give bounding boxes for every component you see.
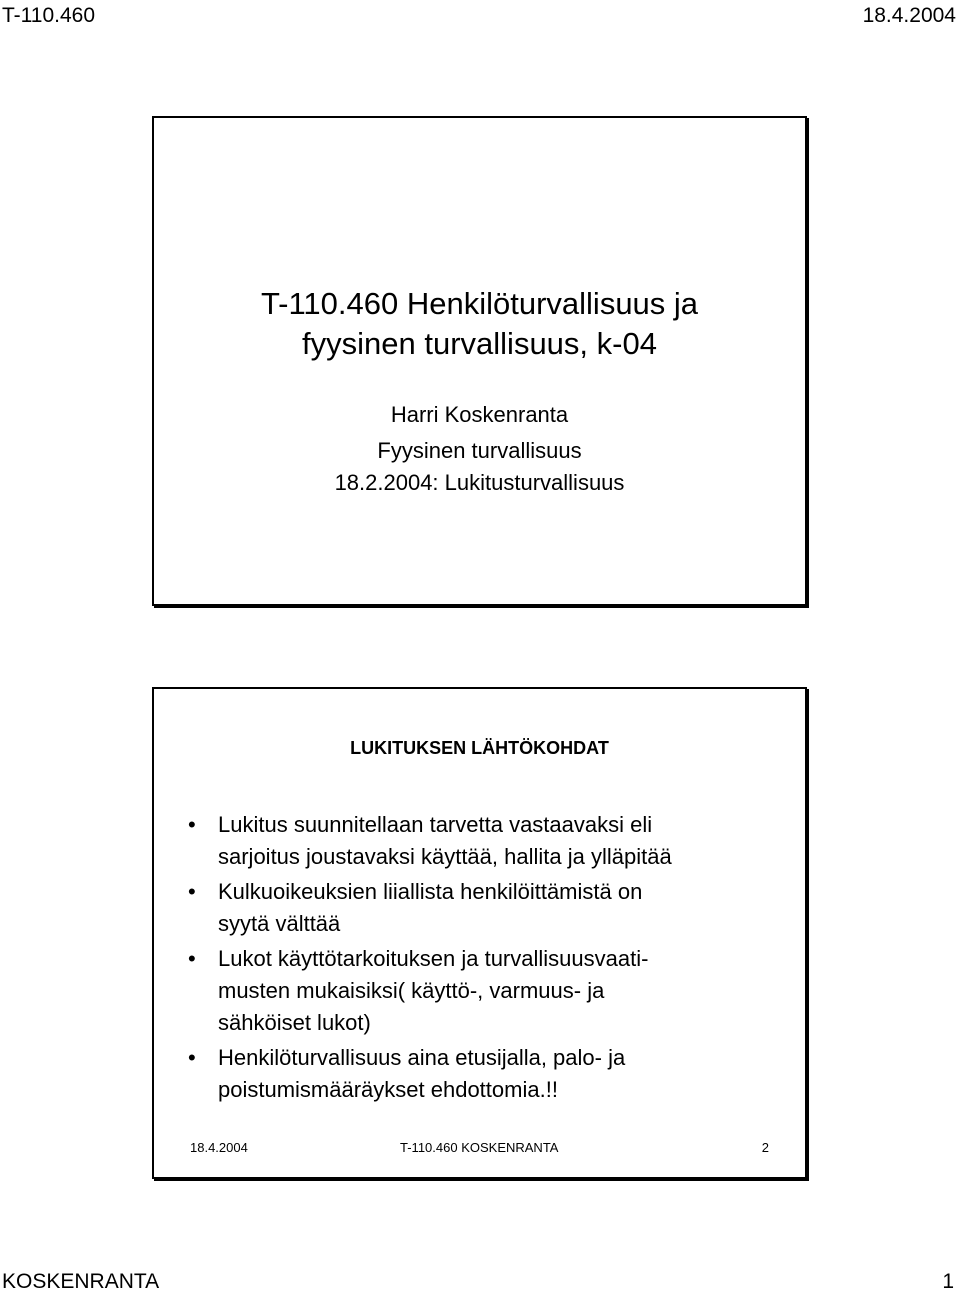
page-footer-author: KOSKENRANTA: [2, 1270, 160, 1293]
bullet-icon: •: [188, 946, 196, 971]
slide-2-heading: LUKITUKSEN LÄHTÖKOHDAT: [350, 738, 609, 758]
slide-2-footer-title: T-110.460 KOSKENRANTA: [400, 1140, 559, 1155]
page-header-date: 18.4.2004: [862, 4, 956, 27]
bullet-line: sarjoitus joustavaksi käyttää, hallita ja ylläpitää: [218, 844, 672, 869]
slide-2-footer-date: 18.4.2004: [190, 1140, 248, 1155]
slide-2-footer-page-number: 2: [761, 1140, 769, 1155]
bullet-item: [188, 1042, 778, 1106]
slide-1-lecture: 18.2.2004: Lukitusturvallisuus: [334, 470, 625, 495]
slide-2: [152, 687, 807, 1179]
bullet-line: poistumismääräykset ehdottomia.!!: [218, 1077, 558, 1102]
bullet-line: sähköiset lukot): [218, 1010, 371, 1035]
page-header-course-code: T-110.460: [2, 4, 96, 27]
bullet-line: Kulkuoikeuksien liiallista henkilöittämistä on: [218, 879, 643, 904]
slide-1-title-line: T-110.460 Henkilöturvallisuus ja: [260, 286, 699, 321]
slide-1-topic: Fyysinen turvallisuus: [377, 438, 582, 463]
bullet-icon: •: [188, 1045, 196, 1070]
slide-1-title-line: fyysinen turvallisuus, k-04: [302, 326, 657, 361]
page-footer-page-number: 1: [942, 1270, 954, 1293]
slide-2-bullet-list: [188, 809, 778, 1109]
bullet-line: syytä välttää: [218, 911, 341, 936]
slide-1: [152, 116, 807, 606]
bullet-item: [188, 876, 778, 940]
bullet-item: [188, 809, 778, 873]
slide-1-author: Harri Koskenranta: [390, 402, 569, 427]
bullet-line: Lukitus suunnitellaan tarvetta vastaavaksi eli: [218, 812, 653, 837]
bullet-line: Lukot käyttötarkoituksen ja turvallisuusvaati-: [218, 946, 649, 971]
bullet-icon: •: [188, 812, 196, 837]
slide-1-title: [154, 284, 805, 364]
bullet-line: Henkilöturvallisuus aina etusijalla, palo- ja: [218, 1045, 626, 1070]
bullet-item: [188, 943, 778, 1039]
bullet-line: musten mukaisiksi( käyttö-, varmuus- ja: [218, 978, 605, 1003]
bullet-icon: •: [188, 879, 196, 904]
